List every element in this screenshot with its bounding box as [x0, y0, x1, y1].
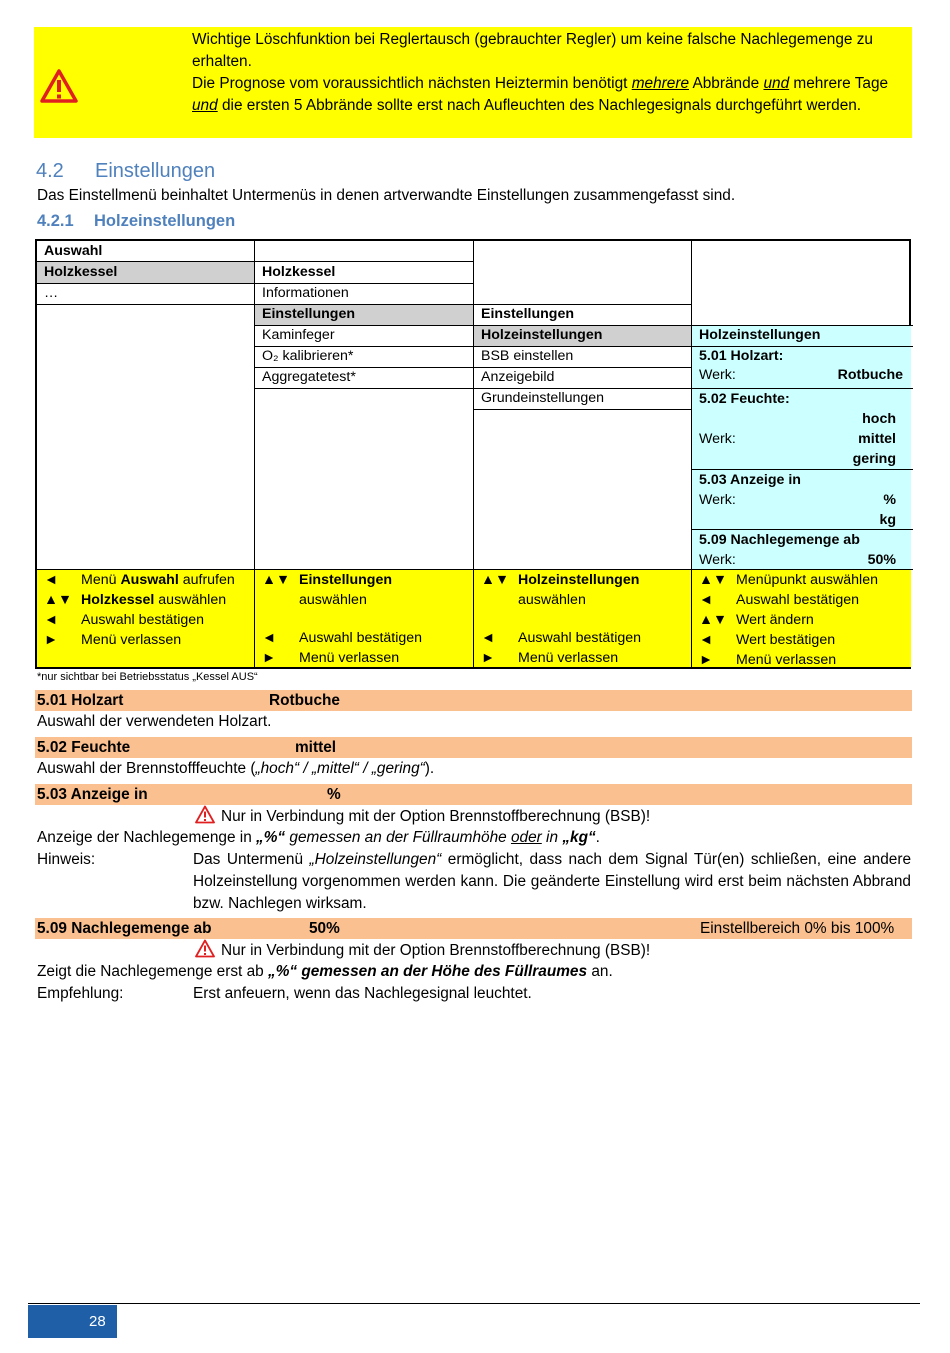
col3-item-anzeigebild[interactable]: Anzeigebild [481, 369, 555, 385]
warning-paragraph-1: Wichtige Löschfunktion bei Reglertausch (gebrauchter Regler) um keine falsche Nachlegemenge zu erhalten. [192, 31, 873, 70]
col1-selected-holzkessel[interactable]: Holzkessel [37, 262, 254, 283]
warning-paragraph-2: Die Prognose vom voraussichtlich nächsten Heiztermin benötigt mehrere Abbrände und mehrere Tage und die ersten 5 Abbrände sollte erst nach Aufleuchten des Nachlegesignals durchgeführt werden. [192, 75, 889, 114]
col1-more[interactable]: … [44, 285, 59, 301]
warning-banner [34, 27, 912, 138]
nav-col2-instructions: ▲▼ Einstellungen auswählen ◄ Auswahl bestätigen ► Menü verlassen [255, 570, 473, 667]
nav-col1-instructions: ◄ Menü Auswahl aufrufen ▲▼ Holzkessel auswählen ◄ Auswahl bestätigen ► Menü verlassen [37, 570, 254, 667]
col4-param-nachlegemenge[interactable]: 5.09 Nachlegemenge ab Werk: 50% [692, 530, 911, 569]
param-header-nachlegemenge: 5.09 Nachlegemenge ab 50% Einstellbereich 0% bis 100% [35, 918, 912, 939]
warning-small-icon [195, 939, 215, 958]
table-footnote: *nur sichtbar bei Betriebsstatus „Kessel AUS“ [37, 671, 258, 683]
col2-header: Holzkessel [262, 264, 336, 280]
recommendation-label: Empfehlung: [37, 985, 124, 1002]
hint-text: Das Untermenü „Holzeinstellungen“ ermöglicht, dass nach dem Signal Tür(en) schließen, eine andere Holzeinstellung vorgenommen werden kann. Die geänderte Einstellung wird erst beim nächsten Abbrand bzw. Nachlegen wirksam. [193, 851, 912, 912]
col4-header: Holzeinstellungen [692, 326, 911, 346]
warning-small-icon [195, 805, 215, 824]
bsb-warning-1: Nur in Verbindung mit der Option Brennstoffberechnung (BSB)! [195, 805, 650, 828]
param-desc-feuchte: Auswahl der Brennstofffeuchte („hoch“ / „mittel“ / „gering“). [37, 760, 435, 777]
col3-header: Einstellungen [481, 306, 575, 322]
col2-item-aggregatetest[interactable]: Aggregatetest* [262, 369, 356, 385]
param-desc-holzart: Auswahl der verwendeten Holzart. [37, 713, 272, 730]
hint-label: Hinweis: [37, 851, 96, 868]
param-desc-nachlegemenge: Zeigt die Nachlegemenge erst ab „%“ gemessen an der Höhe des Füllraumes an. [37, 963, 613, 980]
subsection-heading: 4.2.1 Holzeinstellungen [37, 212, 236, 230]
param-header-holzart: 5.01 Holzart Rotbuche [35, 690, 912, 711]
bsb-warning-2: Nur in Verbindung mit der Option Brennstoffberechnung (BSB)! [195, 939, 650, 962]
col4-param-anzeige[interactable]: 5.03 Anzeige in Werk: % kg [692, 470, 911, 529]
param-header-anzeige: 5.03 Anzeige in % [35, 784, 912, 805]
col2-item-o2-kalibrieren[interactable]: O₂ kalibrieren* [262, 348, 354, 364]
page-number: 28 [89, 1313, 106, 1330]
nav-col3-instructions: ▲▼ Holzeinstellungen auswählen ◄ Auswahl bestätigen ► Menü verlassen [474, 570, 691, 667]
section-intro: Das Einstellmenü beinhaltet Untermenüs in denen artverwandte Einstellungen zusammengefasst sind. [37, 187, 736, 204]
warning-text [192, 29, 904, 117]
col4-param-holzart[interactable]: 5.01 Holzart: Werk: Rotbuche [692, 347, 911, 388]
param-desc-anzeige: Anzeige der Nachlegemenge in „%“ gemessen an der Füllraumhöhe oder in „kg“. [37, 829, 600, 846]
section-heading: 4.2 Einstellungen [36, 160, 216, 182]
col2-item-informationen[interactable]: Informationen [262, 285, 349, 301]
footer-rule [28, 1303, 920, 1304]
col1-header: Auswahl [44, 243, 103, 259]
col3-item-holzeinstellungen[interactable]: Holzeinstellungen [474, 326, 691, 346]
warning-triangle-icon [40, 69, 78, 103]
col4-param-feuchte[interactable]: 5.02 Feuchte: hoch Werk: mittel gering [692, 389, 911, 469]
col2-item-einstellungen[interactable]: Einstellungen [255, 305, 473, 325]
recommendation-text: Erst anfeuern, wenn das Nachlegesignal leuchtet. [193, 985, 532, 1002]
col3-item-grundeinstellungen[interactable]: Grundeinstellungen [481, 390, 605, 406]
param-header-feuchte: 5.02 Feuchte mittel [35, 737, 912, 758]
col2-item-kaminfeger[interactable]: Kaminfeger [262, 327, 335, 343]
page-number-box [28, 1305, 117, 1338]
nav-col4-instructions: ▲▼ Menüpunkt auswählen ◄ Auswahl bestätigen ▲▼ Wert ändern ◄ Wert bestätigen ► Menü verlassen [692, 570, 911, 667]
menu-navigation-table [35, 239, 911, 669]
col3-item-bsb-einstellen[interactable]: BSB einstellen [481, 348, 574, 364]
